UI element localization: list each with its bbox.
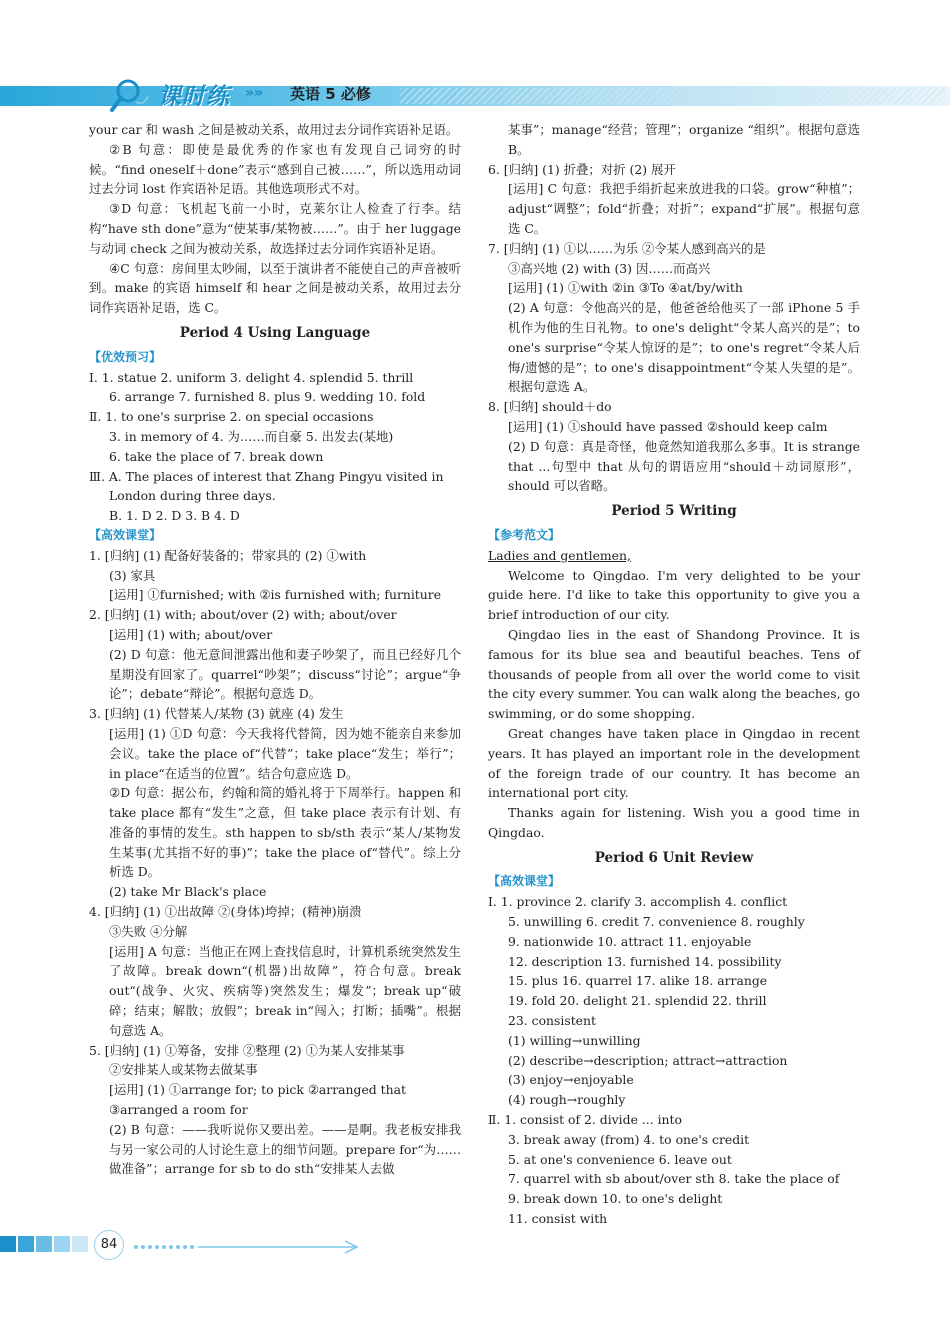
text-line: 4. [归纳] (1) ①出故障 ②(身体)垮掉；(精神)崩溃 <box>89 904 362 920</box>
header-brand: 课时练 <box>158 84 230 110</box>
text-line: Ladies and gentlemen, <box>488 547 631 563</box>
text-line: ③D 句意：飞机起飞前一小时，克莱尔让人检查了行李。结构“have sth done”意为“使某事/某物被……”。由于 her luggage 与动词 check 之间为被动关系，故选择过去分词作宾语补足语。 <box>89 201 461 256</box>
text-line: [运用] (1) ①with ②in ③To ④at/by/with <box>508 280 743 296</box>
text-line: 1. [归纳] (1) 配备好装备的；带家具的 (2) ①with <box>89 547 367 563</box>
text-line: ②B 句意：即使是最优秀的作家也有发现自己词穷的时候。“find oneself＋done”表示“感到自己被……”，所以选用动词过去分词 lost 作宾语补足语。其他选项形式不对。 <box>89 141 461 197</box>
right-column <box>488 120 860 1229</box>
section-title: Period 6 Unit Review <box>594 849 754 866</box>
text-line: ③失败 ④分解 <box>109 923 188 939</box>
text-line: 9. break down 10. to one's delight <box>508 1191 723 1207</box>
text-line: 12. description 13. furnished 14. possibility <box>508 953 782 969</box>
text-line: (3) enjoy→enjoyable <box>508 1072 634 1088</box>
text-line: Thanks again for listening. Wish you a good time in Qingdao. <box>488 805 860 840</box>
text-line: [运用] ①furnished; with ②is furnished with; furniture <box>109 587 442 603</box>
text-line: Great changes have taken place in Qingdao in recent years. It has played an important role in the development of the foreign trade of our country. It has become an international port city. <box>488 725 860 801</box>
text-line: (1) willing→unwilling <box>508 1032 641 1048</box>
text-line: 15. plus 16. quarrel 17. alike 18. arrange <box>508 973 768 989</box>
text-line: (2) B 句意：——我听说你又要出差。——是啊。我老板安排我与另一家公司的人讨论生意上的细节问题。prepare for“为……做准备”；arrange for sb to do sth“安排某人去做 <box>109 1121 461 1177</box>
text-line: Ⅱ. 1. consist of 2. divide ... into <box>488 1112 682 1128</box>
text-line: 6. [归纳] (1) 折叠；对折 (2) 展开 <box>488 161 676 177</box>
magnifier-logo-icon <box>108 76 150 114</box>
section-tag: 【高效课堂】 <box>89 527 162 542</box>
text-line: (2) take Mr Black's place <box>109 884 267 900</box>
text-line: 3. in memory of 4. 为……而自豪 5. 出发去(某地) <box>109 428 394 444</box>
section-tag: 【高效课堂】 <box>488 874 561 889</box>
text-line: Qingdao lies in the east of Shandong Province. It is famous for its blue sea and beautiful beaches. Tens of thousands of people from all over the world come to visit the city every summer. You can walk along the beaches, go swimming, or do some shopping. <box>488 626 860 722</box>
header-arrows: »» <box>245 85 264 101</box>
text-line: (2) describe→description; attract→attraction <box>508 1052 788 1068</box>
text-line: (4) rough→roughly <box>508 1092 626 1108</box>
text-line: 23. consistent <box>508 1013 596 1029</box>
text-line: Ⅱ. 1. to one's surprise 2. on special occasions <box>89 409 374 425</box>
footer-blocks <box>0 1236 90 1252</box>
text-line: 某事”；manage“经营；管理”；organize “组织”。根据句意选 B。 <box>508 122 860 157</box>
text-line: [运用] (1) ①D 句意：今天我将代替简，因为她不能亲自来参加会议。take the place of“代替”；take place“发生；举行”；in place“在适当的位置”。结合句意应选 D。 <box>109 725 461 781</box>
text-line: 9. nationwide 10. attract 11. enjoyable <box>508 933 752 949</box>
footer-arrow-icon <box>130 1237 365 1257</box>
text-line: (2) A 句意：令他高兴的是，他爸爸给他买了一部 iPhone 5 手机作为他的生日礼物。to one's delight“令某人高兴的是”；to one's surprise“令某人惊讶的是”；to one's regret“令某人后悔/遗憾的是”；to one's disappointment“令某人失望的是”。根据句意选 A。 <box>508 300 860 395</box>
section-title: Period 5 Writing <box>611 503 737 520</box>
text-line: 5. at one's convenience 6. leave out <box>508 1151 732 1167</box>
header-subject: 英语 5 必修 <box>290 85 371 103</box>
page-number: 84 <box>94 1230 124 1260</box>
text-line: (2) D 句意：他无意间泄露出他和妻子吵架了，而且已经好几个星期没有回家了。quarrel“吵架”；discuss“讨论”；argue“争论”；debate“辩论”。根据句意选 D。 <box>109 646 461 702</box>
text-line: 7. quarrel with sb about/over sth 8. take the place of <box>508 1171 840 1187</box>
text-line: Ⅲ. A. The places of interest that Zhang Pingyu visited in <box>89 468 444 484</box>
text-line: [运用] A 句意：当他正在网上查找信息时，计算机系统突然发生了故障。break down“(机器)出故障”，符合句意。break out“(战争、火灾、疾病等)突然发生；爆发”；break up“破碎；结束；解散；放假”；break in“闯入；打断；插嘴”。根据句意选 A。 <box>109 943 461 1038</box>
page-header <box>0 72 950 114</box>
section-tag: 【优效预习】 <box>89 349 162 364</box>
header-hatch <box>400 88 945 104</box>
text-line: (2) D 句意：真是奇怪，他竟然知道我那么多事。It is strange that ...句型中 that 从句的谓语应用“should＋动词原形”，should 可以省略。 <box>508 438 860 494</box>
text-line: 5. [归纳] (1) ①筹备，安排 ②整理 (2) ①为某人安排某事 <box>89 1042 405 1058</box>
text-line: [运用] (1) ①arrange for; to pick ②arranged that <box>109 1082 406 1098</box>
text-line: 6. arrange 7. furnished 8. plus 9. wedding 10. fold <box>109 389 426 405</box>
text-line: 2. [归纳] (1) with; about/over (2) with; about/over <box>89 607 397 623</box>
text-line: 7. [归纳] (1) ①以……为乐 ②令某人感到高兴的是 <box>488 240 766 256</box>
text-line: London during three days. <box>109 488 276 504</box>
text-line: 11. consist with <box>508 1211 608 1227</box>
text-line: B. 1. D 2. D 3. B 4. D <box>109 508 240 524</box>
text-line: 8. [归纳] should＋do <box>488 399 612 415</box>
text-line: [运用] C 句意：我把手绢折起来放进我的口袋。grow“种植”；adjust“调整”；fold“折叠；对折”；expand“扩展”。根据句意选 C。 <box>508 181 860 236</box>
text-line: [运用] (1) ①should have passed ②should keep calm <box>508 418 828 434</box>
text-line: [运用] (1) with; about/over <box>109 626 273 642</box>
text-line: 6. take the place of 7. break down <box>109 448 324 464</box>
text-line: Ⅰ. 1. province 2. clarify 3. accomplish 4. conflict <box>488 894 788 910</box>
text-line: 3. [归纳] (1) 代替某人/某物 (3) 就座 (4) 发生 <box>89 706 344 722</box>
text-line: ②D 句意：据公布，约翰和简的婚礼将于下周举行。happen 和 take place 都有“发生”之意，但 take place 表示有计划、有准备的事情的发生。sth happen to sb/sth 表示“某人/某物发生某事(尤其指不好的事)”；take the place of“替代”。综上分析选 D。 <box>109 785 461 880</box>
page-footer <box>0 1232 950 1262</box>
text-line: 5. unwilling 6. credit 7. convenience 8. roughly <box>508 914 805 930</box>
text-line: (3) 家具 <box>109 567 156 583</box>
section-tag: 【参考范文】 <box>488 527 561 542</box>
text-line: Welcome to Qingdao. I'm very delighted to be your guide here. I'd like to take this opportunity to give you a brief introduction of our city. <box>488 567 860 623</box>
text-line: your car 和 wash 之间是被动关系，故用过去分词作宾语补足语。 <box>89 122 459 137</box>
text-line: Ⅰ. 1. statue 2. uniform 3. delight 4. splendid 5. thrill <box>89 369 414 385</box>
text-line: ②安排某人或某物去做某事 <box>109 1062 258 1078</box>
text-line: ③高兴地 (2) with (3) 因……而高兴 <box>508 260 711 276</box>
section-title: Period 4 Using Language <box>179 324 371 341</box>
left-column <box>89 120 461 1179</box>
text-line: ③arranged a room for <box>109 1102 248 1118</box>
text-line: 19. fold 20. delight 21. splendid 22. thrill <box>508 993 767 1009</box>
text-line: ④C 句意：房间里太吵闹，以至于演讲者不能使自己的声音被听到。make 的宾语 himself 和 hear 之间是被动关系，故用过去分词作宾语补足语，选 C。 <box>89 260 461 316</box>
text-line: 3. break away (from) 4. to one's credit <box>508 1131 750 1147</box>
